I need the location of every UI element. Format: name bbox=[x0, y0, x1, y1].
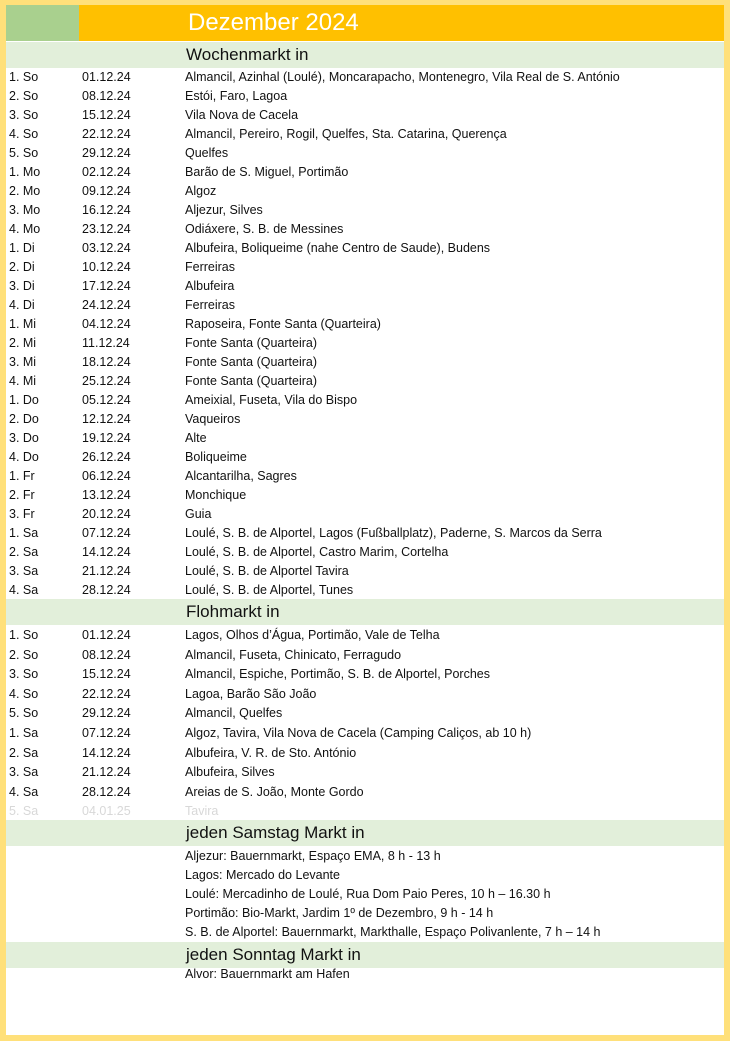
places-cell: Vaqueiros bbox=[185, 412, 241, 426]
table-row bbox=[6, 125, 724, 144]
weekday-cell: 4. Di bbox=[9, 298, 35, 312]
date-cell: 04.12.24 bbox=[82, 317, 131, 331]
date-cell: 25.12.24 bbox=[82, 374, 131, 388]
date-cell: 29.12.24 bbox=[82, 146, 131, 160]
weekday-cell: 1. So bbox=[9, 628, 39, 642]
weekday-cell: 3. Di bbox=[9, 279, 35, 293]
table-row bbox=[6, 783, 724, 802]
table-row bbox=[6, 429, 724, 448]
table-row bbox=[6, 562, 724, 581]
weekday-cell: 3. So bbox=[9, 108, 39, 122]
places-cell: Alcantarilha, Sagres bbox=[185, 469, 297, 483]
date-cell: 21.12.24 bbox=[82, 765, 131, 780]
places-cell: Ferreiras bbox=[185, 298, 236, 312]
weekday-cell: 2. So bbox=[9, 647, 39, 662]
title-accent-cell bbox=[6, 5, 79, 41]
places-cell: Algoz bbox=[185, 184, 217, 198]
weekday-cell: 5. So bbox=[9, 146, 39, 160]
table-row bbox=[6, 543, 724, 562]
weekday-cell: 4. Sa bbox=[9, 583, 39, 597]
table-row bbox=[6, 296, 724, 315]
weekday-cell: 3. So bbox=[9, 667, 39, 682]
section-flohmarkt bbox=[6, 599, 724, 625]
table-row bbox=[6, 372, 724, 391]
places-cell: Barão de S. Miguel, Portimão bbox=[185, 165, 349, 179]
weekday-cell: 2. So bbox=[9, 89, 39, 103]
places-cell: Albufeira, V. R. de Sto. António bbox=[185, 745, 357, 760]
places-cell: Almancil, Pereiro, Rogil, Quelfes, Sta. Catarina, Querença bbox=[185, 127, 507, 141]
table-row bbox=[6, 524, 724, 543]
places-cell: Vila Nova de Cacela bbox=[185, 108, 299, 122]
places-cell: Guia bbox=[185, 507, 212, 521]
weekday-cell: 1. So bbox=[9, 70, 39, 84]
weekday-cell: 2. Mi bbox=[9, 336, 37, 350]
section-heading: jeden Sonntag Markt in bbox=[186, 945, 361, 964]
weekday-cell: 4. Mo bbox=[9, 222, 41, 236]
section-sonntag bbox=[6, 942, 724, 968]
weekday-cell: 3. Sa bbox=[9, 765, 39, 780]
date-cell: 05.12.24 bbox=[82, 393, 131, 407]
weekday-cell: 1. Sa bbox=[9, 726, 39, 740]
section-wochenmarkt bbox=[6, 42, 724, 68]
date-cell: 21.12.24 bbox=[82, 564, 131, 578]
date-cell: 13.12.24 bbox=[82, 488, 131, 502]
places-cell: Lagos, Olhos d’Água, Portimão, Vale de Telha bbox=[185, 628, 440, 642]
weekday-cell: 2. Do bbox=[9, 412, 39, 426]
weekday-cell: 1. Mi bbox=[9, 317, 37, 331]
table-row bbox=[6, 744, 724, 763]
table-row bbox=[6, 68, 724, 87]
date-cell: 11.12.24 bbox=[82, 336, 130, 350]
date-cell: 15.12.24 bbox=[82, 667, 131, 682]
date-cell: 08.12.24 bbox=[82, 647, 131, 662]
table-row bbox=[6, 334, 724, 353]
date-cell: 19.12.24 bbox=[82, 431, 131, 445]
table-row bbox=[6, 258, 724, 277]
places-cell: Almancil, Fuseta, Chinicato, Ferragudo bbox=[185, 647, 402, 662]
weekday-cell: 2. Di bbox=[9, 260, 35, 274]
table-row bbox=[6, 486, 724, 505]
places-cell: Almancil, Quelfes bbox=[185, 706, 283, 721]
table-row bbox=[6, 239, 724, 258]
market-note: S. B. de Alportel: Bauernmarkt, Markthalle, Espaço Polivanlente, 7 h – 14 h bbox=[185, 925, 601, 939]
table-row bbox=[6, 802, 724, 821]
table-row bbox=[6, 410, 724, 429]
places-cell: Ameixial, Fuseta, Vila do Bispo bbox=[185, 393, 358, 407]
places-cell: Lagoa, Barão São João bbox=[185, 686, 317, 701]
date-cell: 09.12.24 bbox=[82, 184, 131, 198]
places-cell: Albufeira bbox=[185, 279, 235, 293]
date-cell: 01.12.24 bbox=[82, 628, 131, 642]
date-cell: 28.12.24 bbox=[82, 583, 131, 597]
date-cell: 08.12.24 bbox=[82, 89, 131, 103]
table-row bbox=[6, 182, 724, 201]
places-cell: Fonte Santa (Quarteira) bbox=[185, 355, 318, 369]
places-cell: Loulé, S. B. de Alportel Tavira bbox=[185, 564, 349, 578]
places-cell: Odiáxere, S. B. de Messines bbox=[185, 222, 344, 236]
date-cell: 07.12.24 bbox=[82, 526, 131, 540]
weekday-cell: 4. Sa bbox=[9, 784, 39, 799]
weekday-cell: 1. Do bbox=[9, 393, 39, 407]
date-cell: 20.12.24 bbox=[82, 507, 131, 521]
table-row bbox=[6, 581, 724, 600]
places-cell: Monchique bbox=[185, 488, 247, 502]
date-cell: 28.12.24 bbox=[82, 784, 131, 799]
table-row bbox=[6, 315, 724, 334]
weekday-cell: 3. Do bbox=[9, 431, 39, 445]
places-cell: Loulé, S. B. de Alportel, Castro Marim, Cortelha bbox=[185, 545, 449, 559]
table-row bbox=[6, 106, 724, 125]
date-cell: 23.12.24 bbox=[82, 222, 131, 236]
table-row bbox=[6, 448, 724, 467]
weekday-cell: 1. Di bbox=[9, 241, 35, 255]
date-cell: 12.12.24 bbox=[82, 412, 131, 426]
date-cell: 01.12.24 bbox=[82, 70, 131, 84]
section-heading: Flohmarkt in bbox=[186, 602, 280, 621]
date-cell: 04.01.25 bbox=[82, 804, 131, 819]
places-cell: Aljezur, Silves bbox=[185, 203, 263, 217]
places-cell: Estói, Faro, Lagoa bbox=[185, 89, 288, 103]
date-cell: 26.12.24 bbox=[82, 450, 131, 464]
places-cell: Boliqueime bbox=[185, 450, 247, 464]
date-cell: 17.12.24 bbox=[82, 279, 131, 293]
table-row bbox=[6, 704, 724, 723]
date-cell: 16.12.24 bbox=[82, 203, 131, 217]
table-row bbox=[6, 763, 724, 782]
places-cell: Fonte Santa (Quarteira) bbox=[185, 374, 318, 388]
date-cell: 22.12.24 bbox=[82, 127, 131, 141]
table-row bbox=[6, 505, 724, 524]
page-title: Dezember 2024 bbox=[188, 9, 359, 36]
section-heading: Wochenmarkt in bbox=[186, 45, 309, 64]
date-cell: 29.12.24 bbox=[82, 706, 131, 721]
weekday-cell: 5. Sa bbox=[9, 804, 39, 819]
table-row bbox=[6, 144, 724, 163]
market-note: Loulé: Mercadinho de Loulé, Rua Dom Paio Peres, 10 h – 16.30 h bbox=[185, 887, 551, 901]
table-row bbox=[6, 163, 724, 182]
market-note: Alvor: Bauernmarkt am Hafen bbox=[185, 967, 350, 981]
places-cell: Albufeira, Boliqueime (nahe Centro de Saude), Budens bbox=[185, 241, 491, 255]
date-cell: 15.12.24 bbox=[82, 108, 131, 122]
weekday-cell: 4. Mi bbox=[9, 374, 37, 388]
weekday-cell: 4. So bbox=[9, 686, 39, 701]
places-cell: Loulé, S. B. de Alportel, Lagos (Fußballplatz), Paderne, S. Marcos da Serra bbox=[185, 526, 602, 540]
weekday-cell: 2. Sa bbox=[9, 745, 39, 760]
calendar-sheet bbox=[6, 5, 724, 1035]
date-cell: 14.12.24 bbox=[82, 545, 131, 559]
date-cell: 18.12.24 bbox=[82, 355, 131, 369]
weekday-cell: 1. Sa bbox=[9, 526, 39, 540]
places-cell: Fonte Santa (Quarteira) bbox=[185, 336, 318, 350]
places-cell: Algoz, Tavira, Vila Nova de Cacela (Camping Caliços, ab 10 h) bbox=[185, 726, 532, 740]
places-cell: Areias de S. João, Monte Gordo bbox=[185, 784, 364, 799]
date-cell: 02.12.24 bbox=[82, 165, 131, 179]
weekday-cell: 2. Fr bbox=[9, 488, 35, 502]
date-cell: 03.12.24 bbox=[82, 241, 131, 255]
weekday-cell: 3. Fr bbox=[9, 507, 35, 521]
weekday-cell: 2. Mo bbox=[9, 184, 41, 198]
weekday-cell: 3. Mi bbox=[9, 355, 37, 369]
table-row bbox=[6, 665, 724, 684]
places-cell: Alte bbox=[185, 431, 207, 445]
table-row bbox=[6, 685, 724, 704]
title-bar bbox=[6, 5, 724, 41]
section-samstag bbox=[6, 820, 724, 846]
places-cell: Loulé, S. B. de Alportel, Tunes bbox=[185, 583, 354, 597]
date-cell: 07.12.24 bbox=[82, 726, 131, 740]
weekday-cell: 3. Sa bbox=[9, 564, 39, 578]
section-heading: jeden Samstag Markt in bbox=[186, 823, 365, 842]
market-note: Aljezur: Bauernmarkt, Espaço EMA, 8 h - 13 h bbox=[185, 849, 441, 863]
date-cell: 10.12.24 bbox=[82, 260, 131, 274]
weekday-cell: 4. So bbox=[9, 127, 39, 141]
date-cell: 22.12.24 bbox=[82, 686, 131, 701]
table-row bbox=[6, 201, 724, 220]
weekday-cell: 4. Do bbox=[9, 450, 39, 464]
weekday-cell: 5. So bbox=[9, 706, 39, 721]
market-note: Lagos: Mercado do Levante bbox=[185, 868, 340, 882]
places-cell: Tavira bbox=[185, 804, 219, 819]
table-row bbox=[6, 724, 724, 743]
table-row bbox=[6, 220, 724, 239]
weekday-cell: 3. Mo bbox=[9, 203, 41, 217]
table-row bbox=[6, 626, 724, 645]
places-cell: Ferreiras bbox=[185, 260, 236, 274]
table-row bbox=[6, 87, 724, 106]
places-cell: Almancil, Azinhal (Loulé), Moncarapacho, Montenegro, Vila Real de S. António bbox=[185, 70, 620, 84]
table-row bbox=[6, 646, 724, 665]
places-cell: Albufeira, Silves bbox=[185, 765, 275, 780]
table-row bbox=[6, 277, 724, 296]
table-row bbox=[6, 353, 724, 372]
weekday-cell: 2. Sa bbox=[9, 545, 39, 559]
date-cell: 14.12.24 bbox=[82, 745, 131, 760]
weekday-cell: 1. Fr bbox=[9, 469, 35, 483]
places-cell: Quelfes bbox=[185, 146, 229, 160]
date-cell: 06.12.24 bbox=[82, 469, 131, 483]
places-cell: Almancil, Espiche, Portimão, S. B. de Alportel, Porches bbox=[185, 667, 490, 682]
places-cell: Raposeira, Fonte Santa (Quarteira) bbox=[185, 317, 381, 331]
table-row bbox=[6, 391, 724, 410]
market-note: Portimão: Bio-Markt, Jardim 1º de Dezembro, 9 h - 14 h bbox=[185, 906, 494, 920]
weekday-cell: 1. Mo bbox=[9, 165, 41, 179]
date-cell: 24.12.24 bbox=[82, 298, 131, 312]
table-row bbox=[6, 467, 724, 486]
